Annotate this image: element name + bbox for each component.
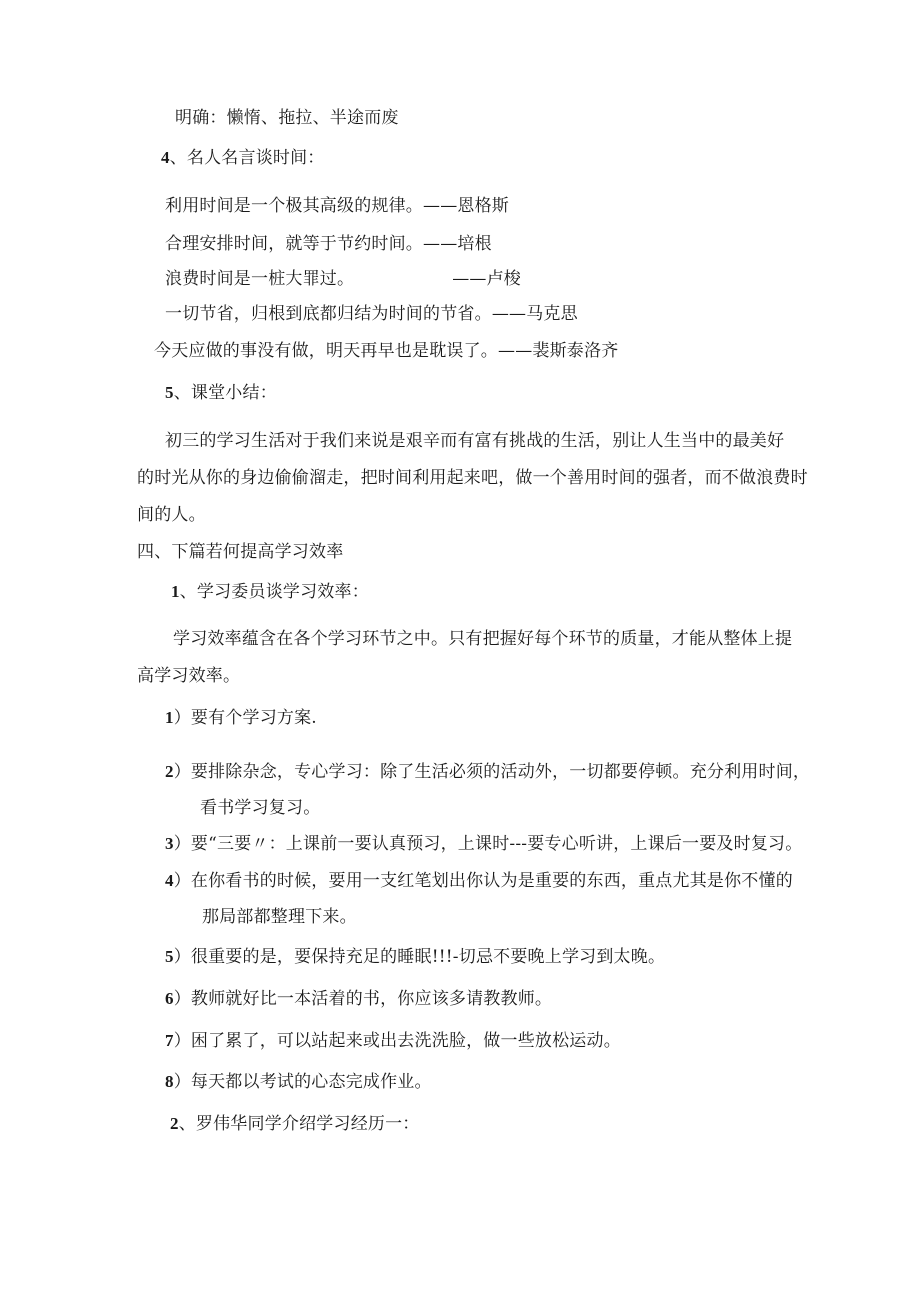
quote-author: ——恩格斯 — [423, 196, 509, 216]
quote-line — [165, 195, 509, 217]
summary-paragraph — [137, 423, 808, 534]
summary-line: 间的人。 — [137, 505, 206, 525]
tip-item — [165, 1071, 432, 1093]
tip-number: 7 — [165, 1031, 174, 1050]
subheading-experience — [170, 1113, 420, 1135]
quote-line — [154, 340, 618, 362]
tip-item — [165, 946, 665, 968]
tip-text: ）在你看书的时候，要用一支红笔划出你认为是重要的东西，重点尤其是你不懂的 — [173, 871, 793, 891]
tip-text: ）很重要的是，要保持充足的睡眠!!!-切忌不要晚上学习到太晚。 — [173, 947, 666, 967]
subheading-number: 1 — [171, 582, 180, 601]
tip-text: ）要排除杂念，专心学习：除了生活必须的活动外，一切都要停顿。充分利用时间， — [173, 762, 811, 782]
tip-item — [165, 988, 552, 1010]
quote-author: ——马克思 — [491, 304, 578, 324]
heading-summary — [165, 382, 277, 404]
tip-text: ）要有个学习方案. — [173, 708, 317, 728]
tip-text: ）困了累了，可以站起来或出去洗洗脸，做一些放松运动。 — [173, 1031, 621, 1051]
quote-text: 今天应做的事没有做，明天再早也是耽误了。 — [154, 341, 498, 361]
summary-line: 的时光从你的身边偷偷溜走，把时间利用起来吧，做一个善用时间的强者，而不做浪费时 — [137, 468, 808, 488]
tip-continuation: 看书学习复习。 — [200, 798, 321, 818]
tip-item — [165, 1030, 621, 1052]
tip-item — [165, 707, 317, 729]
subheading-text: 、罗伟华同学介绍学习经历一： — [178, 1114, 420, 1134]
heading-quotes — [161, 147, 325, 169]
efficiency-paragraph — [137, 621, 792, 695]
heading-number: 5 — [165, 383, 174, 402]
tip-continuation: 那局部都整理下来。 — [202, 907, 357, 927]
tip-number: 1 — [165, 708, 174, 727]
tip-number: 4 — [165, 871, 174, 890]
efficiency-line: 高学习效率。 — [137, 666, 241, 686]
quote-line — [165, 233, 492, 255]
heading-number: 4 — [161, 148, 170, 167]
summary-line: 初三的学习生活对于我们来说是艰辛而有富有挑战的生活，别让人生当中的最美好 — [165, 431, 785, 451]
efficiency-line: 学习效率蕴含在各个学习环节之中。只有把握好每个环节的质量，才能从整体上提 — [173, 629, 793, 649]
tip-item — [165, 833, 802, 855]
quote-author: ——裴斯泰洛齐 — [498, 341, 619, 361]
quote-text: 合理安排时间，就等于节约时间。 — [165, 234, 423, 254]
quote-text: 浪费时间是一桩大罪过。 — [165, 269, 355, 289]
subheading-number: 2 — [170, 1114, 179, 1133]
heading-text: 、课堂小结： — [173, 383, 277, 403]
tip-text: ）每天都以考试的心态完成作业。 — [173, 1072, 432, 1092]
tip-number: 3 — [165, 834, 174, 853]
mingque-line: 明确：懒惰、拖拉、半途而废 — [175, 108, 399, 128]
tip-text: ）教师就好比一本活着的书，你应该多请教教师。 — [173, 989, 553, 1009]
quote-text: 利用时间是一个极其高级的规律。 — [165, 196, 423, 216]
tip-number: 5 — [165, 947, 174, 966]
subheading-efficiency — [171, 581, 369, 603]
tip-item — [165, 761, 810, 783]
quote-line — [165, 303, 578, 325]
tip-number: 6 — [165, 989, 174, 1008]
quote-author: ——卢梭 — [452, 269, 522, 289]
tip-number: 2 — [165, 762, 174, 781]
tip-number: 8 — [165, 1072, 174, 1091]
tip-item — [165, 870, 793, 892]
subheading-text: 、学习委员谈学习效率： — [179, 582, 369, 602]
quote-text: 一切节省，归根到底都归结为时间的节省。 — [165, 304, 492, 324]
quote-author: ——培根 — [423, 234, 492, 254]
tip-text: ）要“三要〃：上课前一要认真预习，上课时---要专心听讲，上课后一要及时复习。 — [173, 834, 803, 854]
heading-text: 、名人名言谈时间： — [169, 148, 325, 168]
section-title: 四、下篇若何提高学习效率 — [137, 542, 344, 562]
quote-line — [165, 268, 521, 290]
